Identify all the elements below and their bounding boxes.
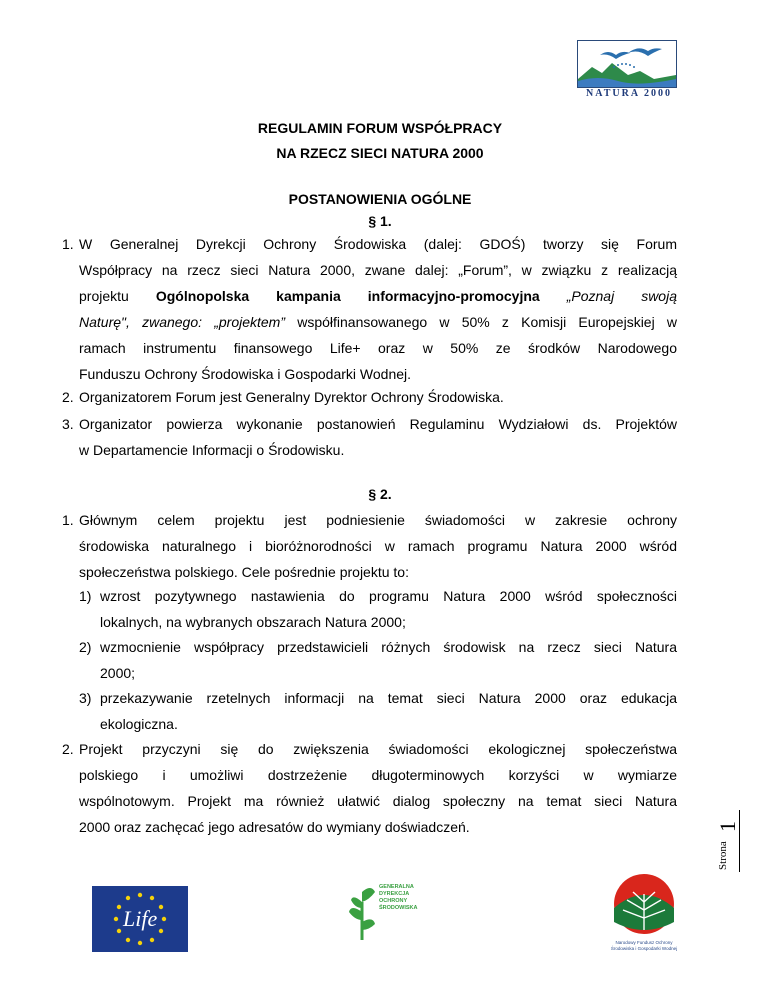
nfosigw-logo xyxy=(607,872,681,960)
document-title-line2: NA RZECZ SIECI NATURA 2000 xyxy=(276,145,484,161)
text-line: W Generalnej Dyrekcji Ochrony Środowiska (dalej: GDOŚ) tworzy się Forum xyxy=(79,236,677,252)
italic-project-title: Naturę", zwanego: „projektem” xyxy=(79,314,286,330)
text-line: Projekt przyczyni się do zwiększenia świadomości ekologicznej społeczeństwa xyxy=(79,741,677,757)
list-number: 1. xyxy=(62,236,74,252)
page-label: Strona xyxy=(717,841,729,870)
text-line: 2000; xyxy=(100,665,136,681)
natura-logo-text: NATURA 2000 xyxy=(586,88,672,99)
gdos-text-line: OCHRONY xyxy=(379,898,408,904)
natura-birds-landscape-icon xyxy=(578,41,676,87)
text-line: przekazywanie rzetelnych informacji na temat sieci Natura 2000 oraz edukacja xyxy=(100,690,677,706)
text-line: Głównym celem projektu jest podniesienie świadomości w zakresie ochrony xyxy=(79,512,677,528)
text-line: wspólnotowym. Projekt ma również ułatwić dialog społeczny na temat sieci Natura xyxy=(79,793,677,809)
text-line: polskiego i umożliwi dostrzeżenie długoterminowych korzyści w wymiarze xyxy=(79,767,677,783)
sublist-number: 2) xyxy=(79,639,92,655)
list-number: 2. xyxy=(62,389,74,405)
nfosigw-logo-text xyxy=(607,940,681,952)
text-line: 2000 oraz zachęcać jego adresatów do wymiany doświadczeń. xyxy=(79,819,470,835)
document-title-line1: REGULAMIN FORUM WSPÓŁPRACY xyxy=(257,120,503,136)
page-number-marker xyxy=(715,810,745,870)
gdos-text-line: GENERALNA xyxy=(379,884,414,890)
list-number: 2. xyxy=(62,741,74,757)
text-line: Funduszu Ochrony Środowiska i Gospodarki Wodnej. xyxy=(79,366,412,382)
natura-2000-logo xyxy=(577,40,677,104)
list-number: 1. xyxy=(62,512,74,528)
text-line-mixed xyxy=(79,288,677,308)
page-marker-divider xyxy=(739,810,740,872)
text-line: lokalnych, na wybranych obszarach Natura 2000; xyxy=(100,614,406,630)
paragraph-2-heading: § 2. xyxy=(368,486,392,502)
leaf-tree-icon xyxy=(345,882,379,942)
bold-project-name: Ogólnopolska kampania informacyjno-promocyjna xyxy=(155,288,540,304)
text-span: współfinansowanego w 50% z Komisji Europejskiej w xyxy=(285,314,678,330)
text-line-mixed xyxy=(79,314,677,334)
text-line: Organizatorem Forum jest Generalny Dyrektor Ochrony Środowiska. xyxy=(79,389,504,405)
nf-text-line: Środowiska i Gospodarki Wodnej xyxy=(610,946,678,951)
eu-life-logo xyxy=(92,886,188,952)
text-line: Organizator powierza wykonanie postanowień Regulaminu Wydziałowi ds. Projektów xyxy=(79,416,677,432)
list-number: 3. xyxy=(62,416,74,432)
sublist-number: 1) xyxy=(79,588,92,604)
text-line: ramach instrumentu finansowego Life+ oraz w 50% ze środków Narodowego xyxy=(79,340,677,356)
text-line: ekologiczna. xyxy=(100,716,178,732)
text-line: środowiska naturalnego i bioróżnorodności w ramach programu Natura 2000 wśród xyxy=(79,538,677,554)
italic-project-title: „Poznaj swoją xyxy=(539,288,677,304)
sublist-number: 3) xyxy=(79,690,92,706)
text-span: projektu xyxy=(79,288,156,304)
nf-text-line: Narodowy Fundusz Ochrony xyxy=(615,940,673,945)
text-line: społeczeństwa polskiego. Cele pośrednie projektu to: xyxy=(79,564,409,580)
paragraph-1-heading: § 1. xyxy=(368,213,392,229)
gdos-logo xyxy=(345,882,425,942)
section-title: POSTANOWIENIA OGÓLNE xyxy=(288,191,472,207)
nfosigw-emblem-icon xyxy=(607,872,681,938)
natura-logo-frame xyxy=(577,40,677,88)
text-line: wzrost pozytywnego nastawienia do programu Natura 2000 wśród społeczności xyxy=(100,588,677,604)
gdos-logo-text xyxy=(379,884,418,912)
gdos-text-line: ŚRODOWISKA xyxy=(379,905,418,911)
text-line: Współpracy na rzecz sieci Natura 2000, zwane dalej: „Forum”, w związku z realizacją xyxy=(79,262,677,278)
text-line: wzmocnienie współpracy przedstawicieli różnych środowisk na rzecz sieci Natura xyxy=(100,639,677,655)
life-text: Life xyxy=(123,906,158,931)
gdos-text-line: DYREKCJA xyxy=(379,891,410,897)
page-number: 1 xyxy=(715,821,740,832)
text-line: w Departamencie Informacji o Środowisku. xyxy=(79,442,345,458)
